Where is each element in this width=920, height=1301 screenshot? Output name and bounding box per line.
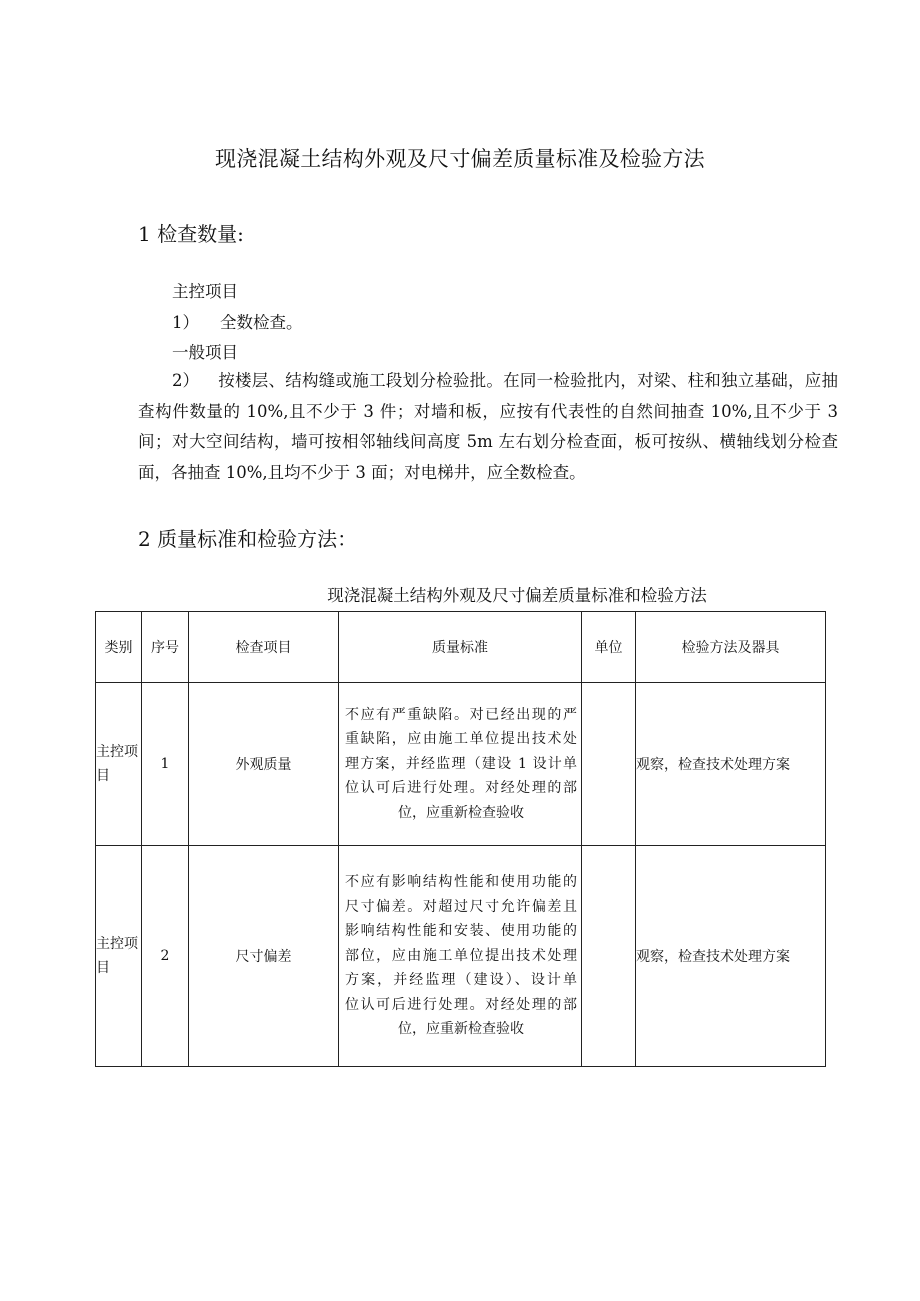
general-items-label: 一般项目	[172, 343, 238, 362]
item-2-text: 按楼层、结构缝或施工段划分检验批。在同一检验批内，对梁、柱和独立基础，应抽查构件数量的 10%,且不少于 3 件；对墙和板，应按有代表性的自然间抽查 10%,且不少于 3 间；对大空间结构，墙可按相邻轴线间高度 5m 左右划分检查面，板可按纵、横轴线划分检查面，各抽查 10%,且均不少于 3 面；对电梯井，应全数检查。	[138, 371, 838, 483]
standard-line: 尺寸偏差。对超过尺寸允许偏差且	[345, 898, 577, 915]
header-category: 类别	[96, 612, 142, 683]
standard-line: 位认可后进行处理。对经处理的部	[345, 780, 577, 797]
cell-unit	[582, 683, 636, 846]
standard-line: 理方案，并经监理（建设 1 设计单	[345, 755, 577, 772]
item-1	[172, 309, 303, 333]
item-1-text: 全数检查。	[220, 313, 303, 332]
header-method: 检验方法及器具	[636, 612, 826, 683]
header-quality-standard: 质量标准	[339, 612, 582, 683]
standard-line: 不应有影响结构性能和使用功能的	[345, 874, 577, 891]
section-heading-quality-standards: 2 质量标准和检验方法：	[138, 527, 358, 551]
table-row	[96, 846, 826, 1067]
cell-method: 观察，检查技术处理方案	[636, 683, 826, 846]
table-caption: 现浇混凝土结构外观及尺寸偏差质量标准和检验方法	[327, 586, 707, 605]
standard-line: 位，应重新检查验收	[398, 804, 524, 821]
main-items-label: 主控项目	[172, 282, 238, 301]
table-row	[96, 683, 826, 846]
item-2	[138, 366, 838, 489]
standard-line: 位认可后进行处理。对经处理的部	[345, 996, 577, 1013]
page-title: 现浇混凝土结构外观及尺寸偏差质量标准及检验方法	[215, 147, 705, 171]
header-unit: 单位	[582, 612, 636, 683]
cell-check-item: 外观质量	[189, 683, 339, 846]
standard-line: 影响结构性能和安装、使用功能的	[345, 923, 577, 940]
standard-line: 方案，并经监理（建设）、设计单	[345, 972, 577, 989]
cell-method: 观察，检查技术处理方案	[636, 846, 826, 1067]
item-1-number: 1）	[172, 313, 199, 332]
table-header-row	[96, 612, 826, 683]
section-heading-inspection-quantity: 1 检查数量:	[138, 222, 244, 246]
cell-quality-standard	[339, 846, 582, 1067]
cell-category: 主控项目	[96, 683, 142, 846]
cell-category: 主控项目	[96, 846, 142, 1067]
standard-line: 部位，应由施工单位提出技术处理	[345, 947, 577, 964]
cell-number: 1	[142, 683, 189, 846]
standard-line: 位，应重新检查验收	[398, 1021, 524, 1038]
item-2-number: 2）	[172, 371, 199, 390]
cell-unit	[582, 846, 636, 1067]
header-check-item: 检查项目	[189, 612, 339, 683]
cell-quality-standard	[339, 683, 582, 846]
cell-check-item: 尺寸偏差	[189, 846, 339, 1067]
cell-number: 2	[142, 846, 189, 1067]
standard-line: 不应有严重缺陷。对已经出现的严	[345, 706, 577, 723]
standard-line: 重缺陷，应由施工单位提出技术处	[345, 731, 577, 748]
header-number: 序号	[142, 612, 189, 683]
quality-standards-table	[95, 611, 826, 1067]
